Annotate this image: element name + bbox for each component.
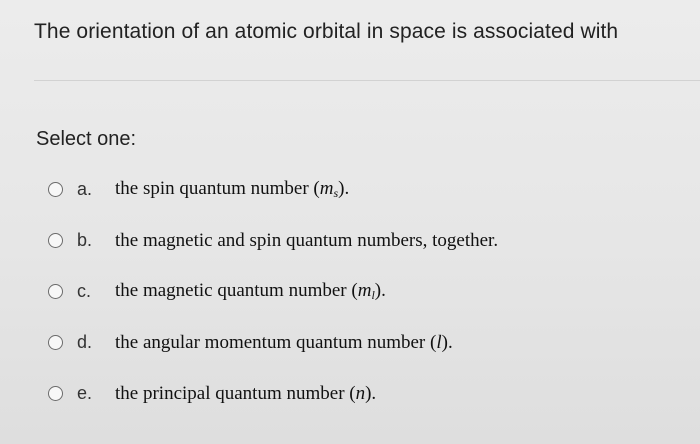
quantum-subscript: s xyxy=(333,186,339,200)
answer-text-prefix: the spin quantum number ( xyxy=(115,178,320,199)
divider xyxy=(34,80,700,81)
answer-option-d[interactable] xyxy=(46,317,686,368)
answer-list xyxy=(46,164,686,419)
radio-button-c[interactable] xyxy=(48,284,63,299)
answer-text-prefix: the angular momentum quantum number ( xyxy=(115,331,437,353)
quantum-symbol: l xyxy=(436,331,442,353)
answer-option-a[interactable] xyxy=(46,164,686,215)
answer-option-c[interactable] xyxy=(46,266,686,317)
answer-text xyxy=(115,332,453,354)
answer-letter: c. xyxy=(77,281,92,301)
answer-text-suffix: ). xyxy=(338,178,350,199)
answer-text-suffix: ). xyxy=(374,280,386,301)
quantum-symbol: n xyxy=(355,382,366,404)
answer-text-prefix: the magnetic and spin quantum numbers, together. xyxy=(115,229,499,251)
answer-text xyxy=(115,230,498,252)
radio-button-b[interactable] xyxy=(48,233,63,248)
answer-text xyxy=(115,178,349,201)
answer-option-e[interactable] xyxy=(46,368,686,419)
quantum-symbol: m xyxy=(319,178,334,199)
quantum-symbol: m xyxy=(357,280,372,301)
answer-letter: b. xyxy=(77,230,93,250)
radio-button-a[interactable] xyxy=(48,182,63,197)
radio-button-d[interactable] xyxy=(48,335,63,350)
answer-text-prefix: the magnetic quantum number ( xyxy=(115,280,358,301)
answer-letter: e. xyxy=(77,383,93,403)
select-one-label: Select one: xyxy=(36,128,137,150)
answer-text xyxy=(115,280,386,303)
answer-text-prefix: the principal quantum number ( xyxy=(115,382,356,404)
answer-text-suffix: ). xyxy=(441,331,453,353)
question-text: The orientation of an atomic orbital in space is associated with xyxy=(34,20,619,43)
radio-button-e[interactable] xyxy=(48,386,63,401)
quantum-subscript: l xyxy=(371,288,375,302)
answer-letter: d. xyxy=(77,332,93,352)
answer-option-b[interactable] xyxy=(46,215,686,266)
answer-text-suffix: ). xyxy=(365,382,377,404)
answer-text xyxy=(115,383,376,405)
answer-letter: a. xyxy=(77,179,93,199)
